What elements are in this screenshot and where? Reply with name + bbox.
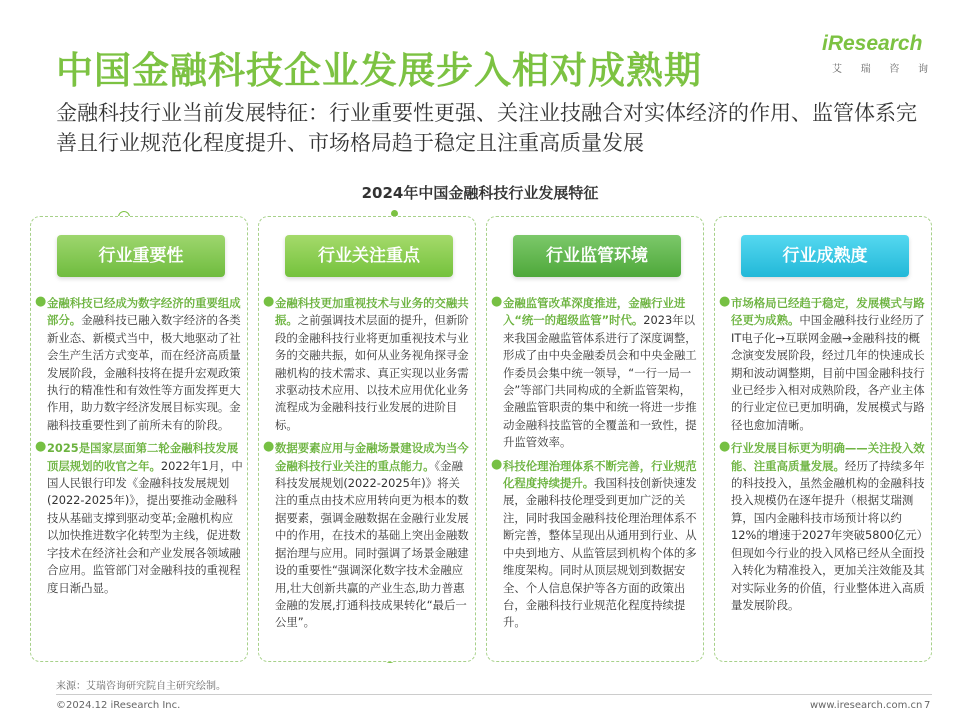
paragraph-highlight: 行业发展目标更为明确——关注投入效能、注重高质量发展。: [731, 441, 925, 473]
paragraph-text: 金融科技已融入数字经济的各类新业态、新模式当中，极大地驱动了社会生产生活方式变革，而在经济高质量发展阶段，金融科技将在提升宏观政策执行的精准性和有效性等方面发挥更大作用，助力数字经济发展目标实现。金融科技重要性到了前所未有的阶段。: [47, 313, 241, 432]
globe-icon: ●: [35, 294, 47, 309]
paragraph-text: 2023年以来我国金融监管体系进行了深度调整，形成了由中央金融委员会和中央金融工作委员会集中统一领导，“一行一局一会”等部门共同构成的全新监管架构，金融监管职责的集中和统一将进一步推动金融科技监管的全覆盖和一致性，提升监管效率。: [503, 313, 697, 450]
column-industry-maturity: [714, 216, 932, 662]
logo-cn-char: 瑞: [860, 64, 871, 75]
globe-icon: ●: [719, 294, 731, 309]
column-heading: 行业监管环境: [513, 235, 681, 277]
paragraph-highlight: 数据要素应用与金融场景建设成为当今金融科技行业关注的重点能力。: [275, 441, 469, 473]
logo-cn-char: 咨: [889, 64, 900, 75]
paragraph-highlight: 金融科技已经成为数字经济的重要组成部分。: [47, 296, 241, 328]
column-heading: 行业成熟度: [741, 235, 909, 277]
source-note: 来源：艾瑞咨询研究院自主研究绘制。: [56, 681, 226, 692]
paragraph-text: 我国科技创新快速发展，金融科技伦理受到更加广泛的关注，同时我国金融科技伦理治理体系不断完善，整体呈现出从通用到行业、从中央到地方、从监管层到机构个体的多维度架构。同时从顶层规划到数据安全、个人信息保护等各方面的政策出台，金融科技行业规范化程度持续提升。: [503, 476, 697, 630]
page-number: 7: [924, 700, 931, 711]
footer-copyright: ©2024.12 iResearch Inc.: [56, 700, 181, 711]
paragraph-highlight: 金融科技更加重视技术与业务的交融共振。: [275, 296, 469, 328]
paragraph: [491, 456, 699, 632]
paragraph: [719, 439, 927, 614]
logo-cn: [832, 60, 928, 75]
paragraph: [263, 294, 471, 434]
column-body: [263, 294, 471, 632]
globe-icon: ●: [719, 439, 731, 455]
paragraph-text: 经历了持续多年的科技投入，虽然金融机构的金融科技投入规模仍在逐年提升（根据艾瑞测算，国内金融科技市场预计将以约12%的增速于2027年突破5800亿元）但现如今行业的投入风格已经从全面投入转化为精准投入，更加关注效能及其对实际业务的价值，行业整体进入高质量发展阶段。: [731, 458, 925, 612]
column-regulatory-environment: [486, 216, 704, 662]
paragraph: [719, 294, 927, 434]
paragraph-text: 之前强调技术层面的提升，但新阶段的金融科技行业将更加重视技术与业务的交融共振，如何从业务视角探寻金融机构的技术需求、真正实现以业务需求驱动技术应用、以技术应用优化业务流程成为金融科技行业发展的进阶目标。: [275, 313, 469, 432]
paragraph-highlight: 科技伦理治理体系不断完善，行业规范化程度持续提升。: [503, 458, 697, 491]
paragraph-highlight: 2025是国家层面第二轮金融科技发展顶层规划的收官之年。: [47, 441, 239, 473]
paragraph-highlight: 市场格局已经趋于稳定，发展模式与路径更为成熟。: [731, 296, 925, 328]
paragraph-text: 中国金融科技行业经历了IT电子化→互联网金融→金融科技的概念演变发展阶段，经过几年的快速成长期和波动调整期，目前中国金融科技行业已经步入相对成熟阶段，各产业主体的行业定位已更加明确，发展模式与路径也愈加清晰。: [731, 313, 925, 432]
column-industry-importance: [30, 216, 248, 662]
globe-icon: ●: [35, 439, 47, 455]
logo-cn-char: 艾: [832, 64, 842, 75]
paragraph: [35, 294, 243, 434]
footer-divider: [56, 694, 932, 695]
paragraph-text: 《金融科技发展规划(2022-2025年)》将关注的重点由技术应用转向更为根本的数据要素，强调金融数据在金融行业发展中的作用，在技术的基础上突出金融数据治理与应用。同时强调了场景金融建设的重要性“强调深化数字技术金融应用,壮大创新共赢的产业生态,助力普惠金融的发展,打通科技成果转化“最后一公里”。: [275, 458, 469, 630]
column-body: [491, 294, 699, 632]
paragraph: [263, 439, 471, 631]
logo-word: iResearch: [822, 32, 923, 55]
column-heading: 行业重要性: [57, 235, 225, 277]
paragraph-highlight: 金融监管改革深度推进，金融行业进入“统一的超级监管”时代。: [503, 296, 686, 328]
iresearch-logo: [822, 32, 932, 80]
page-title: 中国金融科技企业发展步入相对成熟期: [56, 49, 702, 92]
section-title: 2024年中国金融科技行业发展特征: [361, 184, 599, 202]
paragraph: [491, 294, 699, 452]
globe-icon: ●: [263, 439, 275, 455]
footer-url[interactable]: www.iresearch.com.cn: [810, 700, 923, 711]
logo-cn-char: 询: [917, 64, 928, 75]
column-body: [719, 294, 927, 614]
column-heading: 行业关注重点: [285, 235, 453, 277]
column-industry-focus: [258, 216, 476, 662]
paragraph-text: 2022年1月，中国人民银行印发《金融科技发展规划(2022-2025年)》，提出要推动金融科技从基础支撑到驱动变革;金融机构应以加快推进数字化转型为主线，促进数字技术在经济社会和产业发展各领域融合应用。监管部门对金融科技的重视程度日渐凸显。: [47, 458, 243, 595]
globe-icon: ●: [263, 294, 275, 309]
column-body: [35, 294, 243, 597]
page-subtitle: 金融科技行业当前发展特征：行业重要性更强、关注业技融合对实体经济的作用、监管体系完善且行业规范化程度提升、市场格局趋于稳定且注重高质量发展: [56, 101, 917, 155]
globe-icon: ●: [491, 456, 503, 472]
globe-icon: ●: [491, 294, 503, 309]
paragraph: [35, 439, 243, 597]
